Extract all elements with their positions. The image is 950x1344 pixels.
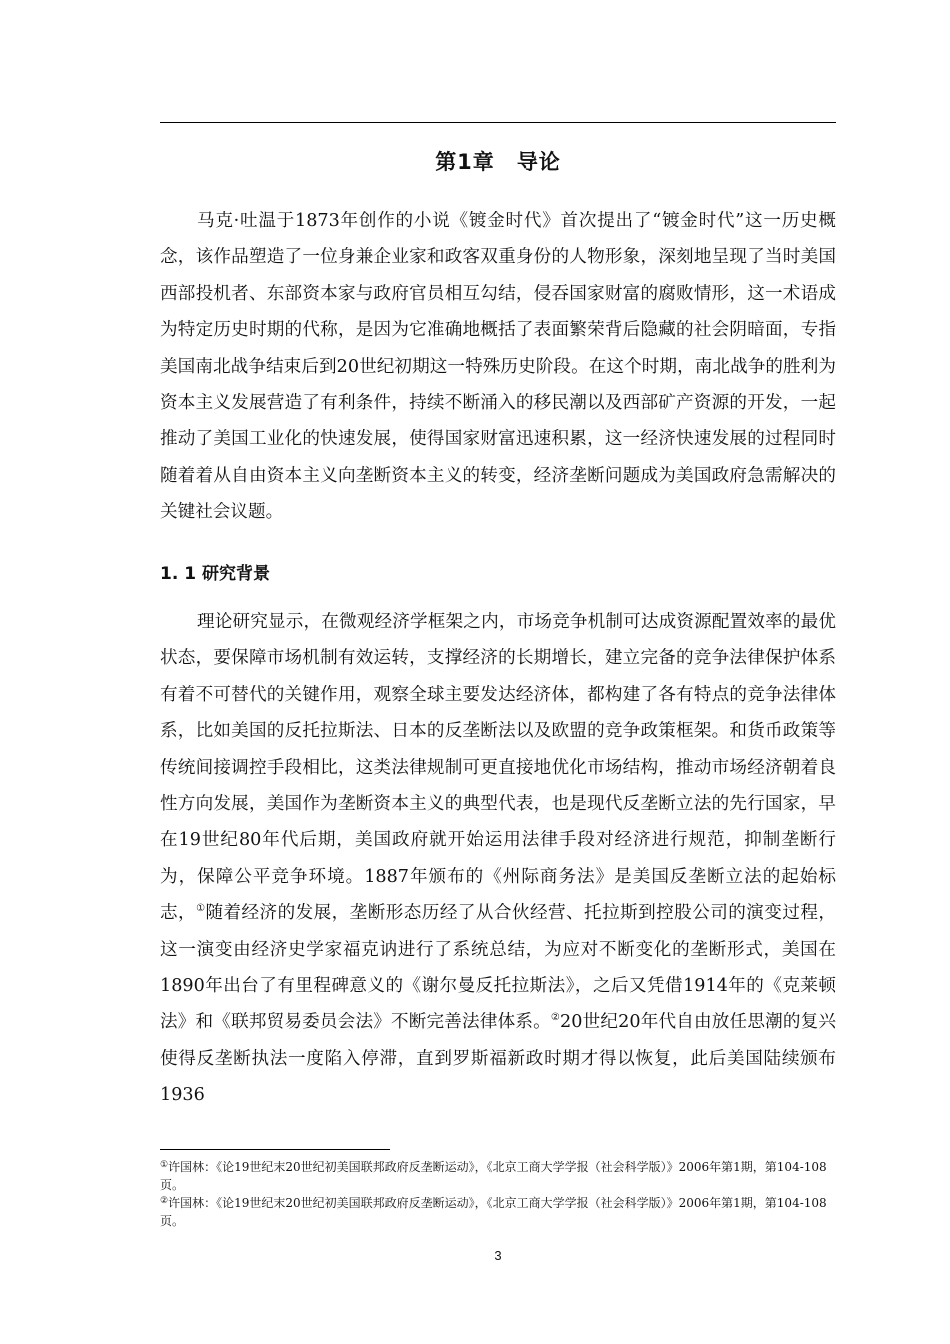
paragraph-text: 随着经济的发展，垄断形态历经了从合伙经营、托拉斯到控股公司的演变过程，这一演变由经济史学家福克讷进行了系统总结，为应对不断变化的垄断形式，美国在1890年出台了有里程碑意义的《谢尔曼反托拉斯法》，之后又凭借1914年的《克莱顿法》和《联邦贸易委员会法》不断完善法律体系。 bbox=[160, 903, 836, 1033]
page-number: 3 bbox=[494, 1248, 502, 1263]
footnote-ref-2[interactable]: ② bbox=[550, 1012, 561, 1024]
intro-paragraph: 马克·吐温于1873年创作的小说《镀金时代》首次提出了“镀金时代”这一历史概念，该作品塑造了一位身兼企业家和政客双重身份的人物形象，深刻地呈现了当时美国西部投机者、东部资本家与政府官员相互勾结，侵吞国家财富的腐败情形，这一术语成为特定历史时期的代称，是因为它准确地概括了表面繁荣背后隐藏的社会阴暗面，专指美国南北战争结束后到20世纪初期这一特殊历史阶段。在这个时期，南北战争的胜利为资本主义发展营造了有利条件，持续不断涌入的移民潮以及西部矿产资源的开发，一起推动了美国工业化的快速发展，使得国家财富迅速积累，这一经济快速发展的过程同时随着着从自由资本主义向垄断资本主义的转变，经济垄断问题成为美国政府急需解决的关键社会议题。 bbox=[160, 211, 836, 523]
section-title: 1. 1 研究背景 bbox=[160, 564, 270, 584]
footnote-mark: ① bbox=[160, 1160, 169, 1170]
chapter-name: 导论 bbox=[516, 150, 561, 174]
chapter-title bbox=[160, 146, 836, 176]
footnote-ref-1[interactable]: ① bbox=[196, 903, 206, 915]
footnote-mark: ② bbox=[160, 1196, 169, 1206]
paragraph-text: 20世纪20年代自由放任思潮的复兴使得反垄断执法一度陷入停滞，直到罗斯福新政时期才得以恢复，此后美国陆续颁布1936 bbox=[160, 1012, 836, 1106]
footnote-1 bbox=[160, 1158, 836, 1194]
footnote-text: 许国林：《论19世纪末20世纪初美国联邦政府反垄断运动》，《北京工商大学学报（社会科学版）》2006年第1期，第104-108页。 bbox=[160, 1196, 827, 1228]
footnote-text: 许国林：《论19世纪末20世纪初美国联邦政府反垄断运动》，《北京工商大学学报（社会科学版）》2006年第1期，第104-108页。 bbox=[160, 1160, 827, 1192]
header-rule bbox=[160, 122, 836, 123]
paragraph-text: 理论研究显示，在微观经济学框架之内，市场竞争机制可达成资源配置效率的最优状态，要保障市场机制有效运转，支撑经济的长期增长，建立完备的竞争法律保护体系有着不可替代的关键作用，观察全球主要发达经济体，都构建了各有特点的竞争法律体系，比如美国的反托拉斯法、日本的反垄断法以及欧盟的竞争政策框架。和货币政策等传统间接调控手段相比，这类法律规制可更直接地优化市场结构，推动市场经济朝着良性方向发展，美国作为垄断资本主义的典型代表，也是现代反垄断立法的先行国家，早在19世纪80年代后期，美国政府就开始运用法律手段对经济进行规范，抑制垄断行为，保障公平竞争环境。1887年颁布的《州际商务法》是美国反垄断立法的起始标志， bbox=[160, 612, 836, 924]
background-paragraph bbox=[160, 604, 836, 1114]
footnote-separator bbox=[160, 1149, 390, 1150]
footnotes bbox=[160, 1158, 836, 1230]
footnote-2 bbox=[160, 1194, 836, 1230]
chapter-number: 第1章 bbox=[435, 150, 495, 174]
